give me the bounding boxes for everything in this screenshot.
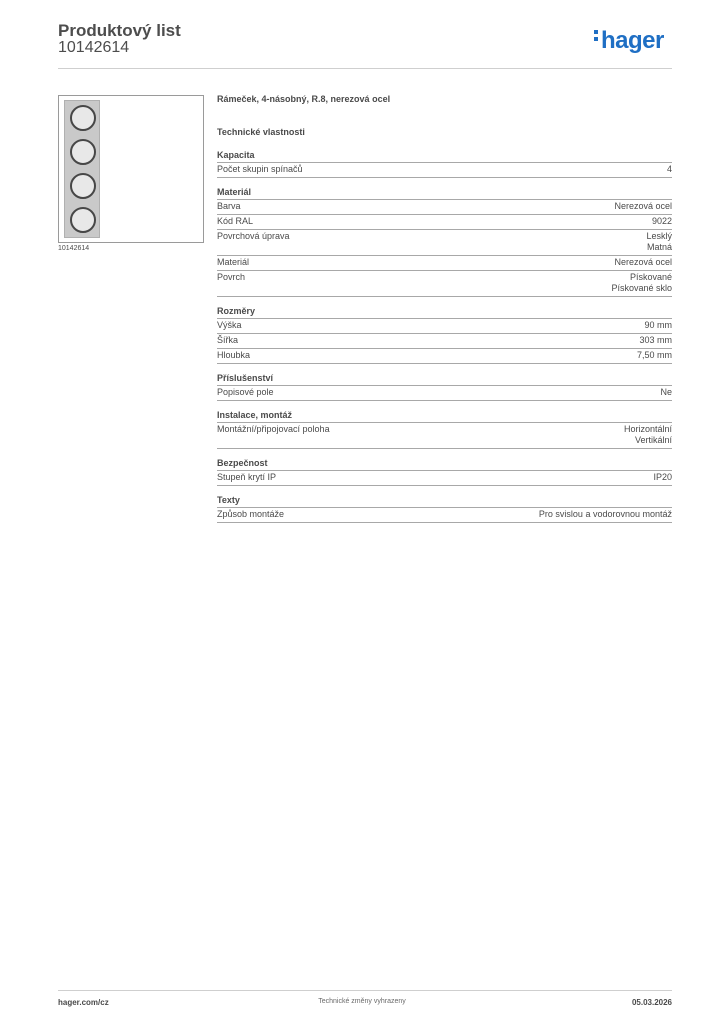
section-heading: Kapacita — [217, 150, 672, 163]
spec-label: Barva — [217, 201, 241, 211]
section-heading: Příslušenství — [217, 373, 672, 386]
spec-value-line: IP20 — [653, 472, 672, 482]
spec-row — [217, 200, 672, 215]
spec-section — [217, 410, 672, 449]
section-heading: Materiál — [217, 187, 672, 200]
spec-value-line: Pískované sklo — [611, 283, 672, 293]
spec-value-line: Vertikální — [634, 435, 672, 445]
socket-ring-icon — [70, 105, 96, 131]
spec-value — [624, 424, 672, 446]
product-title: Rámeček, 4-násobný, R.8, nerezová ocel — [217, 94, 391, 104]
properties-title: Technické vlastnosti — [217, 127, 305, 137]
footer-divider — [58, 990, 672, 991]
spec-label: Hloubka — [217, 350, 251, 360]
spec-value — [539, 509, 672, 520]
spec-value-line: Horizontální — [623, 424, 672, 434]
spec-value — [660, 387, 672, 398]
spec-section — [217, 373, 672, 401]
spec-value-line: Nerezová ocel — [614, 201, 672, 211]
hager-logo — [594, 27, 664, 55]
spec-row — [217, 508, 672, 523]
spec-value — [667, 164, 672, 175]
spec-value-line: 7,50 mm — [636, 350, 672, 360]
spec-label: Kód RAL — [217, 216, 254, 226]
spec-row — [217, 163, 672, 178]
spec-row — [217, 230, 672, 256]
spec-label: Šířka — [217, 335, 239, 345]
spec-label: Povrch — [217, 272, 246, 282]
spec-value-line: Matná — [646, 242, 672, 252]
product-image — [58, 95, 204, 243]
spec-row — [217, 256, 672, 271]
spec-value — [646, 231, 672, 253]
spec-value-line: Pro svislou a vodorovnou montáž — [538, 509, 672, 519]
spec-row — [217, 215, 672, 230]
socket-ring-icon — [70, 173, 96, 199]
spec-row — [217, 471, 672, 486]
spec-value — [644, 320, 672, 331]
spec-row — [217, 386, 672, 401]
spec-row — [217, 334, 672, 349]
spec-value — [652, 216, 672, 227]
frame-plate — [64, 100, 100, 238]
footer-website: hager.com/cz — [58, 998, 109, 1007]
product-number: 10142614 — [58, 39, 130, 56]
socket-ring-icon — [70, 207, 96, 233]
spec-label: Počet skupin spínačů — [217, 164, 303, 174]
section-heading: Bezpečnost — [217, 458, 672, 471]
spec-section — [217, 187, 672, 297]
logo-text: hager — [601, 27, 664, 54]
spec-label: Stupeň krytí IP — [217, 472, 277, 482]
spec-sections — [217, 150, 672, 523]
header-divider — [58, 68, 672, 69]
spec-section — [217, 458, 672, 486]
spec-value-line: 303 mm — [639, 335, 672, 345]
spec-label: Povrchová úprava — [217, 231, 290, 241]
spec-value-line: 90 mm — [644, 320, 672, 330]
spec-label: Popisové pole — [217, 387, 274, 397]
spec-section — [217, 150, 672, 178]
logo-dots-icon — [594, 30, 599, 44]
spec-value-line: 9022 — [651, 216, 672, 226]
spec-row — [217, 423, 672, 449]
spec-label: Montážní/připojovací poloha — [217, 424, 330, 434]
spec-value-line: Nerezová ocel — [614, 257, 672, 267]
section-heading: Instalace, montáž — [217, 410, 672, 423]
footer-date: 05.03.2026 — [631, 998, 672, 1007]
spec-label: Materiál — [217, 257, 250, 267]
spec-value — [637, 350, 672, 361]
spec-content — [217, 94, 672, 532]
page-title: Produktový list — [58, 21, 181, 40]
spec-section — [217, 306, 672, 364]
spec-row — [217, 319, 672, 334]
spec-value-line: Ne — [660, 387, 672, 397]
spec-value — [653, 472, 672, 483]
spec-label: Výška — [217, 320, 242, 330]
spec-row — [217, 271, 672, 297]
section-heading: Texty — [217, 495, 672, 508]
spec-value-line: Pískované — [629, 272, 672, 282]
image-caption: 10142614 — [58, 245, 90, 252]
spec-value — [614, 257, 672, 268]
spec-value-line: Lesklý — [646, 231, 672, 241]
spec-value — [611, 272, 672, 294]
spec-value — [639, 335, 672, 346]
section-heading: Rozměry — [217, 306, 672, 319]
spec-value-line: 4 — [666, 164, 672, 174]
footer-notice: Technické změny vyhrazeny — [318, 998, 406, 1005]
socket-ring-icon — [70, 139, 96, 165]
spec-row — [217, 349, 672, 364]
spec-label: Způsob montáže — [217, 509, 285, 519]
spec-value — [614, 201, 672, 212]
spec-section — [217, 495, 672, 523]
